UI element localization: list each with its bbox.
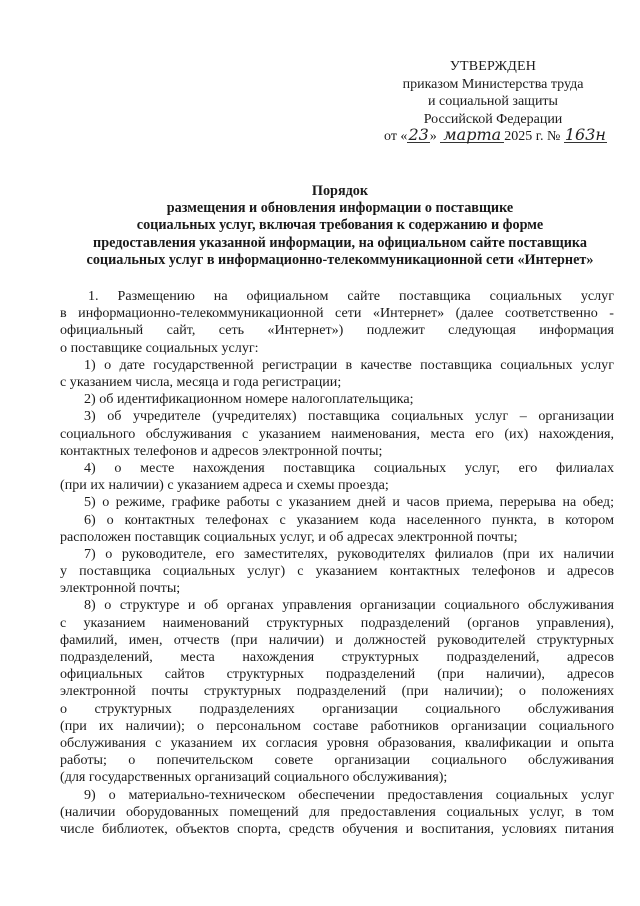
body-line: работы; о попечительском совете организации социального обслуживания [60, 752, 614, 769]
body-line: 5) о режиме, графике работы с указанием дней и часов приема, перерыва на обед; [84, 494, 614, 511]
handwritten-month: марта [440, 128, 504, 143]
body-line: (для государственных организаций социального обслуживания); [60, 769, 448, 786]
body-line: официальный сайт, сеть «Интернет») подлежит следующая информация [60, 322, 614, 339]
body-line: о структурных подразделениях организации социального обслуживания [60, 700, 614, 717]
body-line: официальных сайтов структурных подразделений (при наличии), адресов [60, 666, 614, 683]
date-prefix: от « [384, 129, 408, 144]
body-line: 4) о месте нахождения поставщика социальных услуг, его филиалах [84, 459, 614, 476]
title-line-3: социальных услуг, включая требования к содержанию и форме [136, 217, 544, 234]
title-line-4: предоставления указанной информации, на официальном сайте поставщика [93, 234, 587, 251]
title-line-5: социальных услуг в информационно-телекоммуникационной сети «Интернет» [86, 251, 594, 268]
body-line: социального обслуживания с указанием наименования, места его (их) нахождения, [60, 425, 614, 442]
title-line-2: размещения и обновления информации о поставщике [166, 200, 514, 217]
body-line: расположен поставщик социальных услуг, и об адресах электронной почты; [60, 528, 518, 545]
body-line: (при их наличии) с указанием адреса и схемы проезда; [60, 477, 389, 494]
approval-line-1: приказом Министерства труда [402, 76, 584, 92]
body-line: 7) о руководителе, его заместителях, руководителях филиалов (при их наличии [84, 545, 614, 562]
approval-block [378, 58, 608, 146]
body-line: с указанием числа, месяца и года регистрации; [60, 373, 342, 390]
body-line: числе библиотек, объектов спорта, средств обучения и воспитания, условиях питания [60, 820, 614, 837]
body-line: 1. Размещению на официальном сайте поставщика социальных услуг [88, 288, 614, 304]
body-line: обслуживания с указанием их согласия уровня образования, квалификации и опыта [60, 734, 614, 751]
body-line: контактных телефонов и адресов электронной почты; [60, 442, 383, 459]
approval-date-line [378, 125, 608, 146]
body-line: 3) об учредителе (учредителях) поставщика социальных услуг – организации [84, 408, 614, 425]
handwritten-day: 23 [408, 125, 429, 144]
body-line: (наличии оборудованных помещений для предоставления социальных услуг, в том [60, 803, 614, 820]
body-line: с указанием наименований структурных подразделений (органов управления), [60, 614, 614, 631]
body-line: подразделений, места нахождения структурных подразделений, адресов [60, 649, 614, 666]
body-line: 8) о структуре и об органах управления организации социального обслуживания [84, 597, 614, 614]
body-line: фамилий, имен, отчеств (при наличии) и должностей руководителей структурных [60, 631, 614, 648]
body-line: электронной почты структурных подразделений (при наличии); о положениях [60, 683, 614, 700]
approval-line-3: Российской Федерации [423, 111, 563, 127]
date-year: 2025 г. № [504, 129, 561, 144]
body-line: (при их наличии); о персональном составе работников организации социального [60, 717, 614, 734]
body-line: в информационно-телекоммуникационной сети «Интернет» (далее соответственно - [60, 305, 614, 322]
body-line: 2) об идентификационном номере налогоплательщика; [84, 391, 414, 408]
approval-title: УТВЕРЖДЕН [449, 59, 537, 74]
title-line-1: Порядок [311, 183, 369, 199]
body-line: о поставщике социальных услуг: [60, 339, 259, 356]
handwritten-order-number: 163н [564, 125, 606, 144]
document-title [60, 183, 620, 269]
body-line: у поставщика социальных услуг) с указанием контактных телефонов и адресов [60, 563, 614, 580]
body-line: 1) о дате государственной регистрации в качестве поставщика социальных услуг [84, 356, 614, 373]
approval-line-2: и социальной защиты [428, 94, 558, 109]
document-body [60, 288, 614, 838]
body-line: 9) о материально-техническом обеспечении предоставления социальных услуг [84, 786, 614, 803]
body-line: 6) о контактных телефонах с указанием кода населенного пункта, в котором [84, 511, 614, 528]
body-line: электронной почты; [60, 580, 181, 597]
date-mid: » [429, 129, 437, 144]
